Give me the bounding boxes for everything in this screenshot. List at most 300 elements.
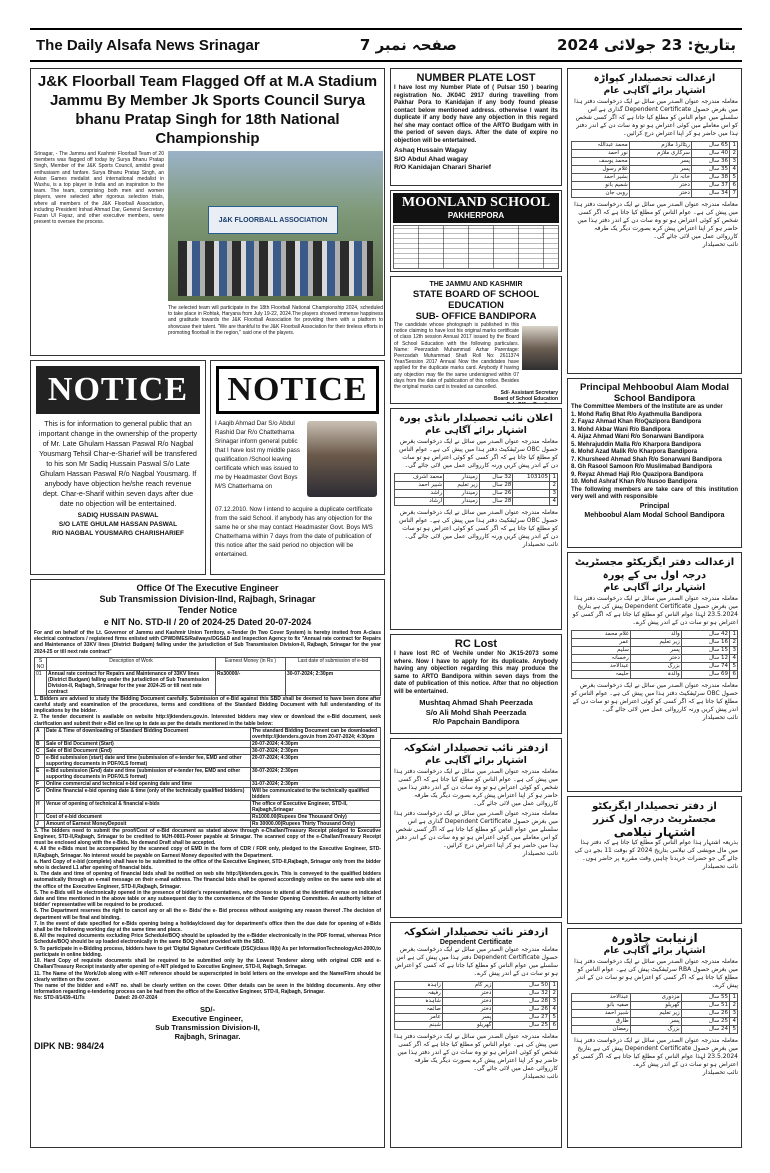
table-cell: 12 سال xyxy=(681,655,729,663)
table-row xyxy=(35,800,381,813)
urdu-signature: نائب تحصیلدار xyxy=(702,1069,738,1076)
urdu-table xyxy=(394,981,558,1030)
table-cell: 37 سال xyxy=(691,182,729,190)
table-cell: F xyxy=(35,780,45,787)
number-plate-notice xyxy=(390,68,562,186)
urdu-subheading: اشتہار برائے آگاہی عام xyxy=(425,756,527,766)
tender-title: Tender Notice xyxy=(177,605,238,615)
table-cell: غلام محمد xyxy=(572,631,631,639)
moonland-school-ad xyxy=(390,190,562,272)
row-number: 2 xyxy=(730,150,738,158)
table-cell: Rs1000.00(Rupees One Thousand Only) xyxy=(251,813,381,820)
urdu-signature: نائب تحصیلدار xyxy=(702,241,738,248)
table-cell: راشد xyxy=(395,490,444,498)
urdu-heading: ازدفتر نائب تحصیلدار اشکوکہ xyxy=(403,743,549,754)
table-cell: شاہدہ xyxy=(395,998,443,1006)
row-number: 5 xyxy=(730,174,738,182)
table-row xyxy=(572,655,738,663)
rc-body: I have lost RC of Vechile under No JK15-2073 some where. Now I have to apply for its duplicate. Anybody having any objection regarding this may produce the same to ARTO Bandipora within seven days from the date of publication of this notice. After that no objection will be entertained. xyxy=(394,651,558,695)
table-cell: 36 سال xyxy=(691,158,729,166)
table-cell: 28 سال xyxy=(479,498,513,506)
table-cell: پسر xyxy=(629,166,691,174)
table-cell: I xyxy=(35,813,45,820)
table-cell: 25 سال xyxy=(493,1022,550,1030)
row-number: 3 xyxy=(730,1010,738,1018)
table-row xyxy=(35,780,381,787)
table-row xyxy=(572,671,738,679)
table-cell: زیر تعلیم xyxy=(630,639,681,647)
urdu-body: معاملہ مندرجہ عنوان الصدر میں سائل نے ایک درخواست دفتر ہذا میں بغرض حصول RBA سرٹیفکیٹ پیش کی ہے۔ عوام الناس کو مطلع کیا جاتا ہے کہ اگر کسی کو اعتراض ہو تو سات دن کے اندر پیش کرے۔ xyxy=(574,958,738,989)
tender-clause: b. The date and time of opening of financial bids shall be notified on web site http://jktenders.gov.in. This is conveyed to the qualified bidders automatically through an e-mail message on their e-mail address. The financial bids shall be opened accordingly online on the same web site at the office of the Executive Engineer, STD-II,Rajbagh, Srinagar. xyxy=(34,871,381,890)
table-cell: D xyxy=(35,754,45,767)
floorball-body-left: Srinagar, - The Jammu and Kashmir Floorball Team of 20 members was flagged off today by Surya Bhanu Pratap Singh, Member of the J&K Sports Council, amidst great enthusiasm and fanfare. Surya Bhanu Pratap Singh, an Asian Games medalist and international medalist in Wushu, is a top player in India and an inspiration to the team. The team, comprising both men and women players, were selected after rigorous selection trials, where all members of the J&K Floorball Association, including President Irshad Ahmad Dar, General Secretary Fazan Ul Fayaz, and other executive members, were present to oversee the process. xyxy=(34,151,164,226)
table-cell: Online commercial and technical e-bid opening date and time xyxy=(45,780,251,787)
table-cell: رمضان xyxy=(572,1026,631,1034)
table-cell: 28 سال xyxy=(479,482,513,490)
table-cell: عبدالاحد xyxy=(572,663,631,671)
row-number: 4 xyxy=(730,1018,738,1026)
tender-schedule-table xyxy=(34,727,381,828)
table-cell: Cost of e-bid document xyxy=(45,813,251,820)
urdu-body-2: معاملہ مندرجہ عنوان الصدر میں سائل نے ایک درخواست دفتر ہذا میں بغرض حصول Dependent Certificate گذاری ہے اس سلسلے میں عوام الناس کو مطلع کیا جاتا ہے کہ اگر کسی شخص کو اس معاملے میں کوئی اعتراض ہو تو وہ سات دن کے اندر دفتر ہذا میں حاضر ہو کر اپنا اعتراض درج کرائیں۔ xyxy=(394,810,558,849)
table-cell: B xyxy=(35,740,45,747)
urdu-body: معاملہ مندرجہ عنوان الصدر میں سائل نے ایک درخواست دفتر ہذا میں پیش کی ہے۔ عوام الناس کو مطلع کیا جاتا ہے کہ اگر کسی شخص کو کوئی اعتراض ہو تو وہ سات دن کے اندر دفتر ہذا میں حاضر ہو کر اپنا اعتراض پیش کرے بصورت دیگر یک طرفہ کارروائی عمل میں لائی جائے گی۔ xyxy=(394,768,558,807)
masthead-date: بتاریخ: 23 جولائی 2024 xyxy=(557,36,736,54)
table-cell: 103105 xyxy=(513,474,550,482)
table-cell: رفیقہ xyxy=(395,990,443,998)
players-group xyxy=(178,241,373,296)
table-row xyxy=(572,1026,738,1034)
urdu-body-footer: معاملہ مندرجہ عنوان الصدر میں سائل نے ایک درخواست دفتر ہذا میں پیش کی ہے۔ عوام الناس کو مطلع کیا جاتا ہے کہ اگر کسی شخص کو کوئی اعتراض ہو تو وہ سات دن کے اندر دفتر ہذا میں حاضر ہو کر اپنا اعتراض پیش کرے بصورت دیگر یک طرفہ کارروائی عمل میں لائی جائے گی۔ xyxy=(574,201,738,240)
team-banner: J&K FLOORBALL ASSOCIATION xyxy=(208,206,338,234)
table-row xyxy=(572,631,738,639)
list-item: 6. Mohd Azad Malik R/o Kharpora Bandipora xyxy=(571,449,698,455)
table-cell: عمر xyxy=(572,639,631,647)
masthead xyxy=(30,28,742,62)
urdu-body-footer: معاملہ مندرجہ عنوان الصدر میں سائل نے ایک درخواست بغرض حصول OBC سرٹیفکیٹ دفتر ہذا میں پیش کی ہے۔ عوام الناس کو مطلع کیا جاتا ہے کہ اگر کسی کو کوئی اعتراض ہو تو سات دن کے اندر پیش کریں ورنہ کارروائی عمل میں لائی جائے گی۔ xyxy=(571,682,738,713)
table-cell: e-Bid submission (End) date and time (submission of e-tender fee, EMD and other supporting documents in PDF/XLS format) xyxy=(45,767,251,780)
table-cell: شبیر احمد xyxy=(572,1010,631,1018)
plate-heading: NUMBER PLATE LOST xyxy=(416,72,536,84)
tender-clause: 7. In the event of date specified for e-Bids opening being a holiday/closed day for department's office then the due date for opening of e-Bids shall be the following working day at the same time and place. xyxy=(34,920,381,934)
tender-signature: SD/- Executive Engineer, Sub Transmission Division-II, Rajbagh, Srinagar. xyxy=(155,1004,260,1041)
table-cell: شبنم xyxy=(395,1022,443,1030)
table-cell: روبی جان xyxy=(572,190,630,198)
tender-clause: 9. To participate in e-Bidding process, bidders have to get 'Digital Signature Certificate (DSC)/class III(b) As per InformationTechnologyAct-2000,to participate in online bidding. xyxy=(34,945,381,958)
table-cell: پسر xyxy=(630,1018,681,1026)
table-row xyxy=(572,174,738,182)
table-cell: عبدالاحد xyxy=(572,994,631,1002)
rc-lost-notice xyxy=(390,634,562,734)
urdu-subheading: اشتہار برائے آگاہی عام xyxy=(603,583,706,593)
tender-clause: 10. Hard Copy of requisite documents shall be required to be submitted only by the Lowest Tenderer along with original CDR and e-Challan/Treasury Receipt instantly after opening of e-NIT pledged to Executive Engineer, STD-II, Rajbagh, Srinagar. xyxy=(34,958,381,971)
table-row xyxy=(572,1010,738,1018)
urdu-signature: نائب تحصیلدار xyxy=(522,1073,558,1080)
row-number: 2 xyxy=(730,639,738,647)
table-cell: دختر xyxy=(442,998,493,1006)
urdu-body: معاملہ مندرجہ عنوان الصدر میں سائل نے ایک درخواست دفتر ہذا میں بغرض حصول Dependent Certificate پیش کی ہے بتاریخ 23.5.2024 لہذا عوام الناس کو مطلع کیا جاتا ہے کہ اگر کسی کو اعتراض ہو تو سات دن کے اندر پیش کرے۔ xyxy=(572,595,738,626)
row-number: 2 xyxy=(550,482,558,490)
masthead-page-number: صفحہ نمبر 7 xyxy=(359,36,457,54)
urdu-subheading: Dependent Certificate xyxy=(439,939,513,946)
row-number: 1 xyxy=(730,631,738,639)
urdu-notice-kupwara xyxy=(567,68,742,374)
table-row xyxy=(572,150,738,158)
plate-signature: Ashaq Hussain Wagay S/O Abdul Ahad wagay R/O Kanidajan Charari Sharief xyxy=(394,147,492,171)
table-cell xyxy=(513,498,550,506)
table-cell: زیر کام xyxy=(442,982,493,990)
row-number: 3 xyxy=(550,998,558,1006)
table-cell: 28 سال xyxy=(493,998,550,1006)
table-row xyxy=(572,1002,738,1010)
board-line2: STATE BOARD OF SCHOOL EDUCATION xyxy=(412,289,540,311)
tender-work-table xyxy=(34,657,381,696)
list-item: 10. Mohd Ashraf Khan R/o Nusoo Bandipora xyxy=(571,479,698,485)
table-cell: زمیندار xyxy=(444,474,480,482)
table-cell: 20-07-2024; 4:30pm xyxy=(251,740,381,747)
table-cell: دختر xyxy=(630,655,681,663)
table-row xyxy=(395,982,558,990)
table-row xyxy=(35,767,381,780)
table-cell: 50 سال xyxy=(493,982,550,990)
table-cell: رخسانہ xyxy=(572,655,631,663)
table-cell: عامر xyxy=(395,1014,443,1022)
list-item: 8. Gh Rasool Samoon R/o Muslimabad Bandipora xyxy=(571,464,713,470)
row-number: 3 xyxy=(730,647,738,655)
table-cell: 24 سال xyxy=(681,1026,729,1034)
list-item: 7. Khursheed Ahmad Shah R/o Sonarwani Bandipora xyxy=(571,456,722,463)
table-row xyxy=(395,1014,558,1022)
notice-property xyxy=(30,360,206,575)
table-row xyxy=(35,813,381,820)
table-cell: طارق xyxy=(572,1018,631,1026)
notice-certificate xyxy=(210,360,385,575)
table-cell: J xyxy=(35,820,45,827)
table-cell: دختر xyxy=(442,990,493,998)
table-cell: والد xyxy=(630,631,681,639)
urdu-body: معاملہ مندرجہ عنوان الصدر میں سائل نے ایک درخواست دفتر ہذا میں بغرض حصول Dependent Certificate گذاری ہے اس سلسلے میں عوام الناس کو مطلع کیا جاتا ہے کہ اگر کسی شخص کو اس معاملے میں کوئی اعتراض ہو تو وہ سات دن کے اندر دفتر ہذا میں حاضر ہو کر اپنا اعتراض درج کرائیں۔ xyxy=(574,98,738,137)
urdu-signature: نائب تحصیلدار xyxy=(522,850,558,857)
urdu-notice-ashkoka xyxy=(390,738,562,918)
urdu-heading: ازعدالت تحصیلدار کپواڑہ xyxy=(593,73,716,84)
table-cell: زیر تعلیم xyxy=(444,482,480,490)
table-cell: Will be communicated to the technically qualified bidders xyxy=(251,787,381,800)
principal-intro: The Committee Members of the Institute are as under xyxy=(571,404,723,410)
list-item: 4. Aijaz Ahmad Wani R/o Sonarwani Bandipora xyxy=(571,434,704,440)
table-cell: زیر تعلیم xyxy=(630,1010,681,1018)
urdu-notice-dependent xyxy=(390,922,562,1148)
table-row xyxy=(395,990,558,998)
table-row xyxy=(572,994,738,1002)
urdu-signature: نائب تحصیلدار xyxy=(522,541,558,548)
board-notice xyxy=(390,276,562,404)
table-cell: The office of Executive Engineer, STD-II, Rajbagh,Srinagar xyxy=(251,800,381,813)
table-row xyxy=(572,190,738,198)
row-number: 6 xyxy=(730,671,738,679)
table-cell xyxy=(513,482,550,490)
committee-members-list xyxy=(571,412,738,487)
urdu-notice-bkpora xyxy=(567,552,742,792)
notice-heading: NOTICE xyxy=(36,366,200,414)
table-row xyxy=(35,754,381,767)
table-cell: پسر xyxy=(630,647,681,655)
table-cell: A xyxy=(35,727,45,740)
table-cell: 35 سال xyxy=(691,166,729,174)
table-row xyxy=(572,158,738,166)
list-item: 1. Mohd Rafiq Bhat R/o Ayathmulla Bandipora xyxy=(571,411,702,418)
row-number: 5 xyxy=(550,1014,558,1022)
table-cell: 25 سال xyxy=(681,1018,729,1026)
table-row xyxy=(572,663,738,671)
table-cell: مزدوری xyxy=(630,994,681,1002)
table-cell: 26 سال xyxy=(681,1010,729,1018)
list-item: 5. Mehrajuddin Malla R/o Kharpora Bandipora xyxy=(571,441,702,448)
table-cell: 69 سال xyxy=(681,671,729,679)
table-cell: ارشاد xyxy=(395,498,444,506)
table-row xyxy=(395,1022,558,1030)
tender-clause: 1. Bidders are advised to study the Bidding Document carefully. Submission of e-Bid against this SBD shall be deemed to have been done after careful study and examination of the procedures, terms and conditions of the Standard Bidding Document with full understanding of its implications by the bidder. xyxy=(34,695,381,715)
row-number: 3 xyxy=(730,158,738,166)
row-number: 1 xyxy=(730,994,738,1002)
tender-clause: 3. The bidders need to submit the proof/Cost of e-Bid document as stated above through e-Challan/Treasury Receipt pledged to Executive Engineer, STD-II,Rajbagh, Srinagar to be credited to MJH-0801-Power payable at Srinagar. The scanned copy of the e-Challan/Treasury Receipt must be enclosed along with the e-Bids. No demand Draft shall be accepted. xyxy=(34,827,381,847)
table-cell: H xyxy=(35,800,45,813)
team-photo xyxy=(168,151,383,301)
row-number: 4 xyxy=(730,166,738,174)
rc-heading: RC Lost xyxy=(454,638,498,650)
table-row xyxy=(395,482,558,490)
urdu-heading: ازعدالت دفتر ایگزیکٹو مجسٹریٹ درجہ اول بی کے پورہ xyxy=(574,557,735,581)
table-row xyxy=(35,727,381,740)
tender-office: Office Of The Executive Engineer xyxy=(136,583,279,593)
row-number: 1 xyxy=(550,474,558,482)
urdu-table xyxy=(394,473,558,506)
notice-body: This is for information to general public that an important change in the ownership of the property of Mr. Late Ghulam Hassan Paswal R/o Nagbal Yousmarg Tehsil Char-e-Sharief will be transfered to his son Mr Sadiq Hussain Paswal S/o Late Ghulam Hassan Paswal R/o Nagbal Yousmarg. If anybody have objection he/she reach revenue dept. Char-e-Sharif within seven days after due date no objection will be entertained. xyxy=(38,419,198,508)
urdu-subheading: اشتہار برائے آگاہی عام xyxy=(425,426,527,436)
masthead-title: The Daily Alsafa News Srinagar xyxy=(36,36,260,54)
table-cell: The standard Bidding Document can be downloaded overhttp://jktenders.gov.in from 20-07-2024; 4:30pm xyxy=(251,727,381,740)
board-line1: THE JAMMU AND KASHMIR xyxy=(429,281,523,288)
applicant-photo xyxy=(307,421,377,497)
urdu-table xyxy=(571,993,738,1034)
table-cell: 15 سال xyxy=(681,647,729,655)
table-cell: 51 سال xyxy=(681,1002,729,1010)
floorball-headline: J&K Floorball Team Flagged Off at M.A Stadium Jammu By Member Jk Sports Council Surya bhanu Pratap Singh for 18th National Championship xyxy=(37,73,378,147)
notice-heading: NOTICE xyxy=(216,366,379,414)
principal-heading: Principal Mehboobul Alam Modal School Bandipora xyxy=(579,382,730,404)
urdu-subheading: اشتہار نیلامی xyxy=(613,825,696,839)
school-list-table xyxy=(393,225,559,269)
table-cell: گھریلو xyxy=(442,1022,493,1030)
table-cell: زمیندار xyxy=(444,490,480,498)
dipk-number: DIPK NB: 984/24 xyxy=(34,1040,105,1051)
row-number: 7 xyxy=(730,190,738,198)
table-cell: 30-07-2024; 2:30pm xyxy=(251,767,381,780)
table-row xyxy=(572,647,738,655)
tender-ref: No: STD-II/1439-41/Ts Dated: 20-07-2024 xyxy=(34,995,158,1002)
floorball-body-right: The selected team will participate in the 18th Floorball National Championship 2024, scheduled to take place in Rohtak, Haryana from July 19-22, 2024.The players showed immense happiness and gratitude towards the J&K Floorball Association for providing them with a platform to showcase their talent. "We are thankful to the J&K Floorball Association for their tireless efforts in promoting floorball in the region," said one of the players. xyxy=(168,305,383,336)
table-cell: ریٹائرڈ ملازم xyxy=(629,142,691,150)
tender-clause: 2. The tender document is available on website http://jktenders.gov.in. Interested bidders may view or download the e-Bid document, seek clarification and submit their e-Bid on line up to date as per the details mentioned in the table below: xyxy=(34,714,381,727)
table-cell: بزرگ xyxy=(630,1026,681,1034)
urdu-auction-notice xyxy=(567,796,742,924)
table-row xyxy=(395,1006,558,1014)
urdu-obc-notice xyxy=(390,408,562,630)
table-cell: دختر xyxy=(629,182,691,190)
table-cell: Date & Time of downloading of Standard Bidding Document xyxy=(45,727,251,740)
notice-body-bottom: 07.12.2010. Now I intend to acquire a duplicate certificate from the said School. if anybody has any objection for the same he or she may contact Headmaster Govt. Boys M/S Chatterhama within 7 days from the date of publication of this notice after the said period no objection will be entertained. xyxy=(215,506,373,558)
urdu-body-footer: معاملہ مندرجہ عنوان الصدر میں سائل نے ایک درخواست بغرض حصول OBC سرٹیفکیٹ دفتر ہذا میں پیش کی ہے۔ عوام الناس کو مطلع کیا جاتا ہے کہ اگر کسی کو کوئی اعتراض ہو تو سات دن کے اندر پیش کریں ورنہ کارروائی عمل میں لائی جائے گی۔ xyxy=(399,509,558,540)
table-cell: Sale of Bid Document (End) xyxy=(45,747,251,754)
table-cell: 31-07-2024; 2:30pm xyxy=(251,780,381,787)
table-cell: 74 سال xyxy=(681,663,729,671)
table-cell: 32 سال xyxy=(479,474,513,482)
board-signature: Sd/- Assistant Secretary Board of School Education xyxy=(493,390,558,403)
school-name: MOONLAND SCHOOL xyxy=(401,195,551,210)
urdu-heading: از دفتر تحصیلدار ایگزیکٹو مجسٹریٹ درجہ اول کنزر xyxy=(592,801,717,825)
urdu-notice-chadoora xyxy=(567,928,742,1148)
table-cell: گھریلو xyxy=(630,1002,681,1010)
list-item: 3. Mohd Akbar Wani R/o Bandipora xyxy=(571,426,671,433)
table-cell: شبیر احمد xyxy=(395,482,444,490)
table-cell: 55 سال xyxy=(681,994,729,1002)
board-line3: SUB- OFFICE BANDIPORA xyxy=(415,311,537,322)
table-cell: خانہ دار xyxy=(629,174,691,182)
table-cell: C xyxy=(35,747,45,754)
principal-committee-notice xyxy=(567,378,742,548)
principal-outro: The following members are take care of this institution very well and with responsible xyxy=(571,486,738,500)
table-cell: زمیندار xyxy=(444,498,480,506)
principal-signature: Principal Mehboobul Alam Modal School Bandipora xyxy=(584,502,725,519)
table-cell: 20-07-2024; 4:30pm xyxy=(251,754,381,767)
table-cell: صائمہ xyxy=(395,1006,443,1014)
table-cell: بشیر احمد xyxy=(572,174,630,182)
table-cell: E xyxy=(35,767,45,780)
table-cell: e-Bid submission (start) date and time (submission of e-tender fee, EMD and other supporting documents in PDF/XLS format) xyxy=(45,754,251,767)
row-number: 6 xyxy=(550,1022,558,1030)
urdu-table xyxy=(571,141,738,198)
tender-clause: 11. The Name of the Work/Job along with e-NIT reference should be superscripted in bold letters on the envelope and the Name/Firm should be clearly written on the cover. xyxy=(34,970,381,983)
col-header: Last date of submission of e-bid xyxy=(286,657,381,670)
board-body: The candidate whose photograph is published in this notice claiming to have lost his original marks certificate of class 12th session Annual 2017 issued by the Board of School Education with the following particulars. Name: Peerzadah Muhammad Azhar Parentage: Peerzadah Muhammad Shafi Roll No: 2611374 Year/Session 2017 Annual Now the candidates have applied for the duplicate marks card. Anybody if having any objection may file the same undersigned within 07 days from the date of publication of this notice. Besides the original marks card is treated as cancelled. xyxy=(394,322,519,391)
table-cell: 38 سال xyxy=(691,174,729,182)
table-cell: محمد عبداللہ xyxy=(572,142,630,150)
urdu-table xyxy=(571,630,738,679)
table-row xyxy=(572,142,738,150)
table-cell: Annual rate contract for Repairs and Maintenance of 33KV lines (District Budgam) falling under the jurisdiction of Sub Transmission Division-II, Rajbagh, Srinagar for the year 2024-25 or till next rate contract xyxy=(47,670,216,695)
notice-body-top: I Aaqib Ahmad Dar S/o Abdul Rashid Dar R/o Chattethama Srinagar inform general public that I have lost my middle pass qualification /School leaving certificate which was issued to me by Headmaster Govt Boys M/S Chatterhama on xyxy=(215,420,300,490)
table-row xyxy=(35,787,381,800)
urdu-body-footer: معاملہ مندرجہ عنوان الصدر میں سائل نے ایک درخواست دفتر ہذا میں بغرض حصول Dependent Certificate پیش کی ہے بتاریخ 23.5.2024 لہذا عوام الناس کو مطلع کیا جاتا ہے کہ اگر کسی کو اعتراض ہو تو سات دن کے اندر پیش کرے۔ xyxy=(572,1037,738,1068)
tender-clause: 4. All the e-Bids must be accompanied by the scanned copy of EMD in the form of CDR / FDR only, pledged to the Executive Engineer, STD-II,Rajbagh, Srinagar. No interest would be payable on Earnest Money deposited with the Department. xyxy=(34,846,381,859)
col-header: Earnest Money (in Rs ) xyxy=(216,657,286,670)
table-cell: حلیمہ xyxy=(572,671,631,679)
urdu-body: معاملہ مندرجہ عنوان الصدر میں سائل نے ایک درخواست بغرض حصول Dependent Certificate دفتر ہذا میں پیش کی ہے اس سلسلے میں عوام الناس کو مطلع کیا جاتا ہے کہ کسی کو اعتراض ہو تو سات دن کے اندر پیش کرے۔ xyxy=(394,946,558,977)
table-cell: Rs 30000.00(Rupees Thirty Thousand Only) xyxy=(251,820,381,827)
table-row xyxy=(395,998,558,1006)
newspaper-page xyxy=(30,28,742,1148)
table-cell: 34 سال xyxy=(691,190,729,198)
tender-clause: 5. The e-Bids will be electronically opened in the presence of bidder's representatives, who choose to attend at the identified venue on indicated date and time mentioned in the above table or any subsequent day to the convenience of the Tender Opening Committee. An authority letter of bidder' representative will be required to be produced. xyxy=(34,889,381,909)
table-cell: Venue of opening of technical & financial e-bids xyxy=(45,800,251,813)
floorball-article xyxy=(30,68,385,356)
row-number: 2 xyxy=(550,990,558,998)
table-row xyxy=(572,1018,738,1026)
table-row xyxy=(572,166,738,174)
list-item: 9. Reyaz Ahmad Haji R/o Quazipora Bandipora xyxy=(571,471,704,478)
urdu-heading: اعلان نائب تحصیلدار بانڈی پورہ xyxy=(399,413,553,424)
row-number: 3 xyxy=(550,490,558,498)
table-cell: صفیہ بانو xyxy=(572,1002,631,1010)
row-number: 1 xyxy=(550,982,558,990)
tender-clause: 6. The Department reserves the right to cancel any or all the e- Bids/ the e- Bid process without assigning any reason thereof .The decision of department will be final and binding. xyxy=(34,908,381,921)
tender-division: Sub Transmission Division-IInd, Rajbagh, Srinagar xyxy=(99,594,316,604)
table-cell: سرکاری ملازم xyxy=(629,150,691,158)
table-row xyxy=(395,490,558,498)
table-row xyxy=(35,820,381,827)
table-cell: Online financial e-bid opening date & time (only of the technically qualified bidders) xyxy=(45,787,251,800)
urdu-signature: نائب تحصیلدار xyxy=(702,714,738,721)
row-number: 4 xyxy=(550,498,558,506)
tender-clause: The name of the bidder and e-NIT no. shall be clearly written on the cover. Other details can be seen in the bidding documents. Any other information regarding e-tendering process can be had from the office of the Executive Engineer, STD-II, Rajbagh, Srinagar. xyxy=(34,982,381,996)
table-cell: 42 سال xyxy=(681,631,729,639)
table-cell: 16 سال xyxy=(681,639,729,647)
table-cell: 32 سال xyxy=(493,990,550,998)
rc-signature: Mushtaq Ahmad Shah Peerzada S/o Ali Mohd Shah Peerzada R/o Papchain Bandipora xyxy=(419,698,533,726)
table-cell: Rs30000/- xyxy=(216,670,286,695)
table-cell: 27 سال xyxy=(493,1014,550,1022)
table-cell: محمد اشرف xyxy=(395,474,444,482)
table-cell: Amount of Earnest MoneyDeposit xyxy=(45,820,251,827)
tender-clause: a. Hard Copy of e-bid (complete) shall have to be submitted to the office of the Executive Engineer, STD-II,Rajbagh, Srinagar only from the bidder who is declared L1 after opening of financial bids. xyxy=(34,858,381,872)
table-cell: غلام رسول xyxy=(572,166,630,174)
school-location: PAKHERPORA xyxy=(447,211,505,220)
urdu-body: معاملہ مندرجہ عنوان الصدر میں سائل نے ایک درخواست بغرض حصول OBC سرٹیفکیٹ دفتر ہذا میں پیش کی ہے۔ عوام الناس کو مطلع کیا جاتا ہے کہ اگر کسی کو کوئی اعتراض ہو تو سات دن کے اندر پیش کریں ورنہ کارروائی عمل میں لائی جائے گی۔ xyxy=(399,438,558,469)
row-number: 6 xyxy=(730,182,738,190)
table-row xyxy=(572,639,738,647)
table-cell: سلیم xyxy=(572,647,631,655)
table-cell: G xyxy=(35,787,45,800)
table-cell: 65 سال xyxy=(691,142,729,150)
table-cell: زاہدہ xyxy=(395,982,443,990)
table-cell: 01 xyxy=(35,670,47,695)
list-item: 2. Fayaz Ahmad Khan R/oQazipora Bandipora xyxy=(571,419,702,425)
table-cell: پسر xyxy=(442,1014,493,1022)
tender-intro: For and on behalf of the Lt. Governor of Jammu and Kashmir Union Territory, e-Tender (In Two Cover System) is hereby invited from A-class electrical contractors / registered firms enlisted with CPWD/MES/Railways/DGS&D and Inspection Agency to fix "Annual rate contract for Repairs and Maintenance of 33KV lines (District Budgam) falling under the jurisdiction of Sub Transmission Division-II, Rajbagh, Srinagar for the year 2024-25 or till next rate contract" xyxy=(34,630,381,655)
urdu-heading: ازدفتر نائب تحصیلدار اشکوکہ xyxy=(403,927,549,938)
notice-signature: SADIQ HUSSAIN PASWAL S/O LATE GHULAM HASSAN PASWAL R/O NAGBAL YOUSMARG CHARISHARIEF xyxy=(52,512,184,537)
table-cell: محمد یوسف xyxy=(572,158,630,166)
col-header: S NO xyxy=(35,657,47,670)
table-cell: 26 سال xyxy=(493,1006,550,1014)
row-number: 5 xyxy=(730,663,738,671)
table-cell: 40 سال xyxy=(691,150,729,158)
urdu-signature: نائب تحصیلدار xyxy=(702,863,738,870)
urdu-body: بذریعہ اشتہار ہذا عوام الناس کو مطلع کیا جاتا ہے کہ دفتر ہذا میں مال مویشی کی نیلامی بتاریخ 2024 کو بوقت 11 بجے دن کی جائے گی جو حضرات خریدنا چاہیں وقت مقررہ پر حاضر ہوں۔ xyxy=(574,839,738,862)
table-row xyxy=(395,474,558,482)
tender-nit-number: e NIT No. STD-II / 20 of 2024-25 Dated 20-07-2024 xyxy=(103,617,312,627)
table-cell: Sale of Bid Document (Start) xyxy=(45,740,251,747)
row-number: 2 xyxy=(730,1002,738,1010)
row-number: 4 xyxy=(550,1006,558,1014)
row-number: 5 xyxy=(730,1026,738,1034)
table-row xyxy=(395,498,558,506)
table-row xyxy=(572,182,738,190)
table-cell: دختر xyxy=(442,1006,493,1014)
tender-notice xyxy=(30,579,385,1148)
urdu-subheading: اشتہار برائے آگاہی عام xyxy=(603,946,706,956)
table-row xyxy=(35,740,381,747)
table-cell: پسر xyxy=(629,158,691,166)
